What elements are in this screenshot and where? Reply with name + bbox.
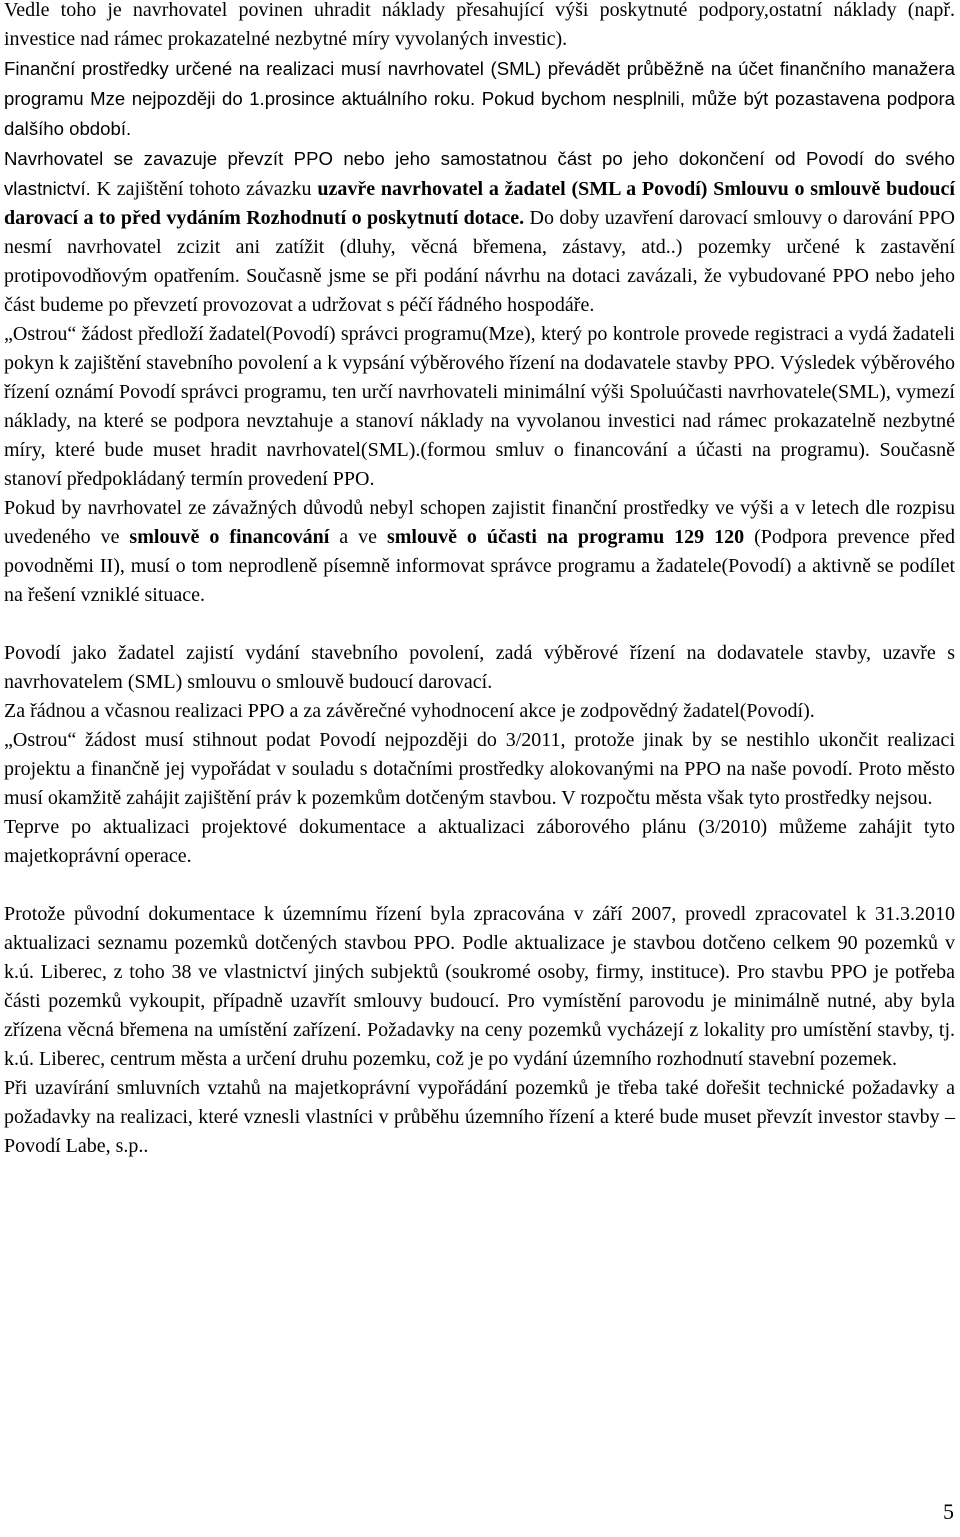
takeover-text: Navrhovatel se zavazuje převzít PPO nebo jeho samostatnou část po jeho dokončení od Povodí do svého vlastnictví. xyxy=(4,148,955,199)
paragraph-spacer xyxy=(4,610,955,639)
paragraph-deadline xyxy=(4,726,955,813)
funds-transfer-text: Finanční prostředky určené na realizaci musí navrhovatel (SML) převádět průběžně na účet finančního manažera programu Mze nejpozději do 1.prosince aktuálního roku. xyxy=(4,58,955,109)
building-permit-text: Povodí jako žadatel zajistí vydání stavebního povolení, zadá výběrové řízení na dodavatele stavby, uzavře s navrhovatelem (SML) smlouvu o smlouvě budoucí darovací. xyxy=(4,642,955,693)
paragraph-funds-transfer xyxy=(4,54,955,144)
update-text: Teprve po aktualizaci projektové dokumentace a aktualizaci záborového plánu (3/2010) můžeme zahájit tyto majetkoprávní operace. xyxy=(4,816,955,867)
paragraph-building-permit xyxy=(4,639,955,697)
paragraph-spacer xyxy=(4,871,955,900)
deadline-text: „Ostrou“ žádost musí stihnout podat Povodí nejpozději do 3/2011, protože jinak by se nestihlo ukončit realizaci projektu a finančně jej vypořádat v souladu s dotačními prostředky alokovanými na PPO na naše povodí. Proto město musí okamžitě zahájit zajištění práv k pozemkům dotčeným stavbou. V rozpočtu města však tyto prostředky nejsou. xyxy=(4,729,955,809)
page-number: 5 xyxy=(943,1499,954,1524)
document-page xyxy=(4,0,955,1161)
paragraph-land-survey xyxy=(4,900,955,1074)
contract-obligation-bold: uzavře navrhovatel a žadatel (SML a Povodí) Smlouvu o smlouvě budoucí darovací a to před vydáním Rozhodnutí o poskytnutí dotace. xyxy=(4,178,955,229)
land-restriction-text: Do doby uzavření darovací smlouvy o darování PPO nesmí navrhovatel zcizit ani zatížit (dluhy, věcná břemena, zástavy, atd..) pozemky určené k zastavění protipovodňovým opatřením. Současně jsme se při podání návrhu na dotaci zavázali, že vybudované PPO nebo jeho část budeme po převzetí provozovat a udržovat s péčí řádného hospodáře. xyxy=(4,207,955,316)
paragraph-application xyxy=(4,320,955,494)
application-text: „Ostrou“ žádost předloží žadatel(Povodí) správci programu(Mze), který po kontrole provede registraci a vydá žadateli pokyn k zajištění stavebního povolení a k vypsání výběrového řízení na dodavatele stavby PPO. Výsledek výběrového řízení oznámí Povodí správci programu, ten určí navrhovateli minimální výši Spoluúčasti navrhovatele(SML), vymezí náklady, na které se podpora nevztahuje a stanoví náklady na vyvolanou investici nad rámec prokazatelně nezbytné míry, které bude muset hradit navrhovatel(SML).(formou smluv o financování a účasti na programu). Současně stanoví předpokládaný termín provedení PPO. xyxy=(4,323,955,490)
program-participation-bold: smlouvě o účasti na programu 129 120 xyxy=(386,526,745,548)
responsibility-text: Za řádnou a včasnou realizaci PPO a za závěrečné vyhodnocení akce je zodpovědný žadatel(Povodí). xyxy=(4,700,815,722)
paragraph-costs-text: Vedle toho je navrhovatel povinen uhradit náklady přesahující výši poskytnuté podpory,ostatní náklady (např. investice nad rámec prokazatelné nezbytné míry vyvolaných investic). xyxy=(4,0,955,50)
funds-suspension-text: Pokud bychom nesplnili, může být pozastavena podpora dalšího období. xyxy=(4,88,956,139)
funding-failure-connector: a ve xyxy=(329,526,387,548)
paragraph-responsibility xyxy=(4,697,955,726)
land-survey-text: Protože původní dokumentace k územnímu řízení byla zpracována v září 2007, provedl zpracovatel k 31.3.2010 aktualizaci seznamu pozemků dotčených stavbou PPO. Podle aktualizace je stavbou dotčeno celkem 90 pozemků v k.ú. Liberec, z toho 38 ve vlastnictví jiných subjektů (soukromé osoby, firmy, instituce). Pro stavbu PPO je potřeba části pozemků vykoupit, případně uzavřít smlouvy budoucí. Pro vymístění parovodu je minimálně nutné, aby byla zřízena věcná břemena na umístění zařízení. Požadavky na ceny pozemků vycházejí z lokality pro umístění stavby, tj. k.ú. Liberec, centrum města a určení druhu pozemku, což je po vydání územního rozhodnutí stavební pozemek. xyxy=(4,903,955,1070)
guarantee-intro-text: K zajištění tohoto závazku xyxy=(90,178,318,200)
paragraph-update xyxy=(4,813,955,871)
funding-failure-text: Pokud by navrhovatel ze závažných důvodů nebyl schopen zajistit finanční prostředky ve výši a v letech dle rozpisu uvedeného ve xyxy=(4,497,955,548)
paragraph-funding-failure xyxy=(4,494,955,610)
paragraph-takeover xyxy=(4,144,955,320)
paragraph-contracts xyxy=(4,1074,955,1161)
funding-failure-tail: (Podpora prevence před povodněmi II), musí o tom neprodleně písemně informovat správce programu a žadatele(Povodí) a aktivně se podílet na řešení vzniklé situace. xyxy=(4,526,956,606)
paragraph-costs xyxy=(4,0,955,54)
financing-contract-bold: smlouvě o financování xyxy=(129,526,330,548)
contracts-text: Při uzavírání smluvních vztahů na majetkoprávní vypořádání pozemků je třeba také dořešit technické požadavky a požadavky na realizaci, které vznesli vlastníci v průběhu územního řízení a které bude muset převzít investor stavby – Povodí Labe, s.p.. xyxy=(4,1077,955,1157)
